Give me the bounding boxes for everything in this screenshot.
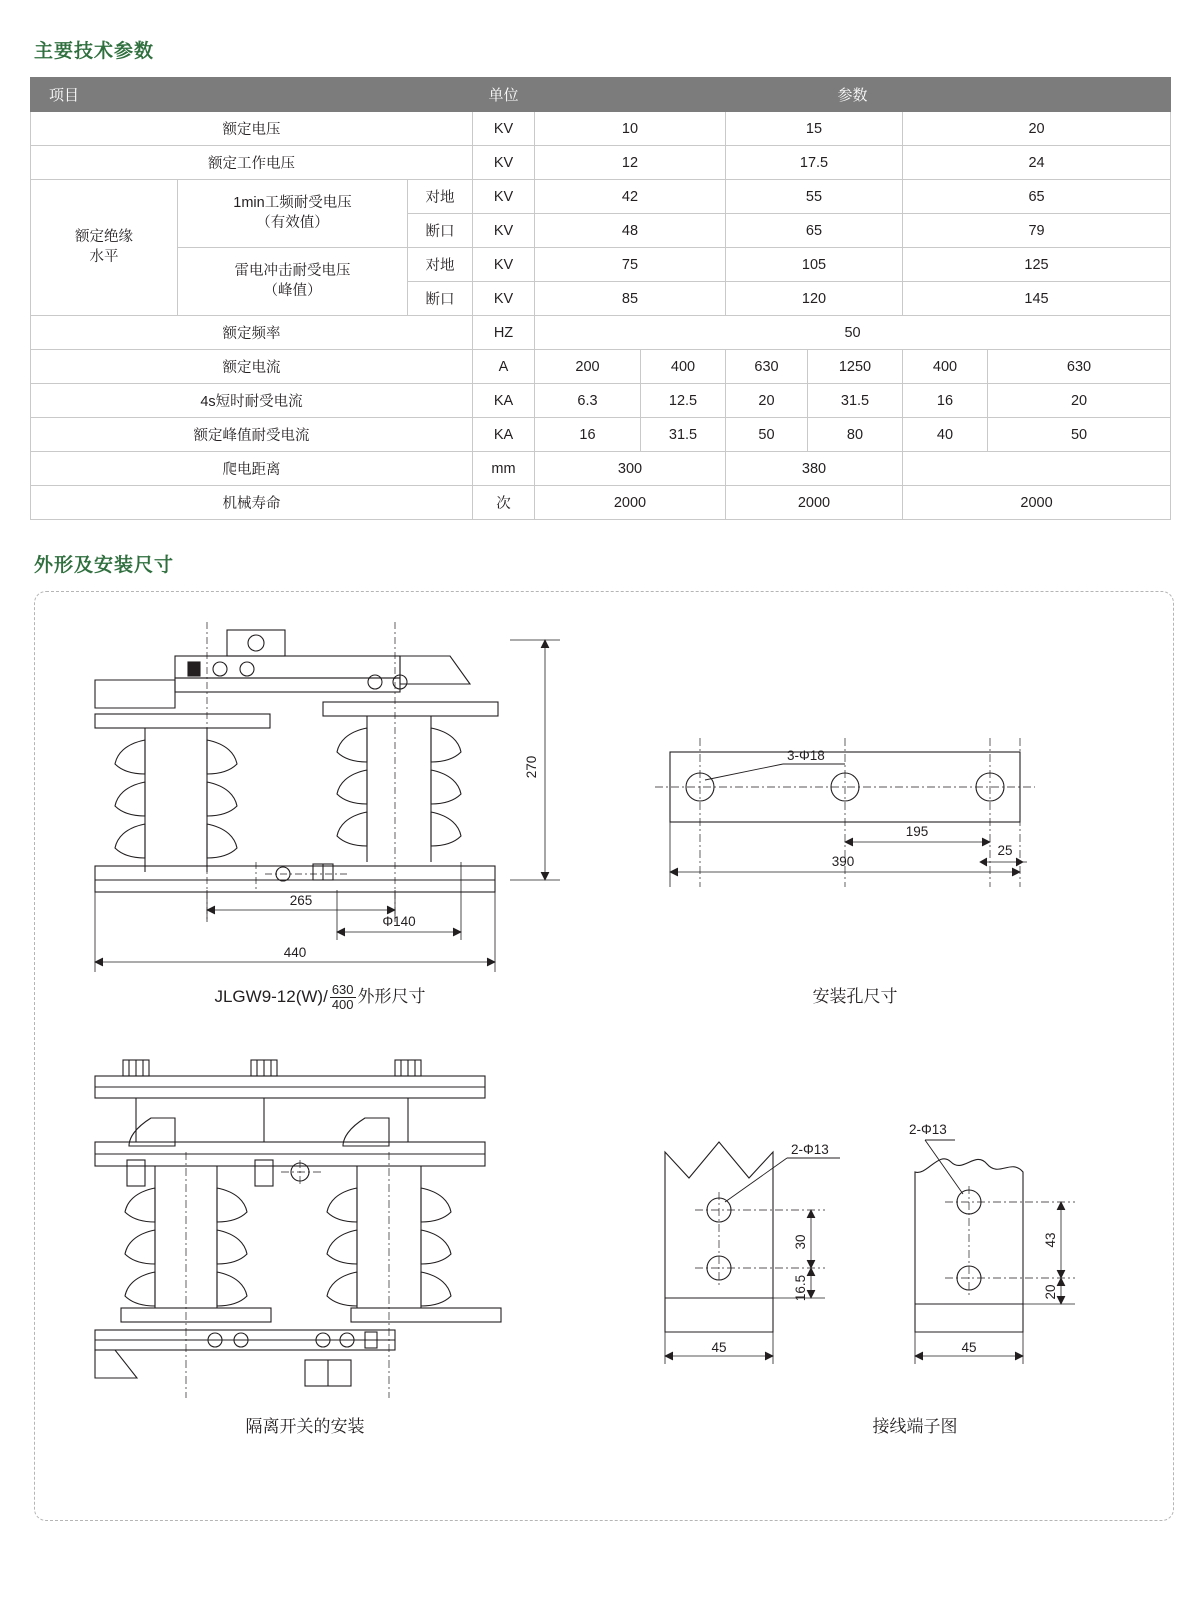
cell-value: 17.5 <box>726 146 903 180</box>
cell-value: 2000 <box>903 486 1171 520</box>
row-label: 额定电压 <box>31 112 473 146</box>
cell-value: 105 <box>726 248 903 282</box>
cell-value: 65 <box>726 214 903 248</box>
row-group-label-insulation <box>31 180 178 316</box>
figure1-caption-fraction <box>330 983 356 1012</box>
table-row <box>31 418 1171 452</box>
dim-390: 390 <box>831 854 855 869</box>
figure1-caption-prefix: JLGW9-12(W)/ <box>214 987 328 1006</box>
figure-installation-drawing <box>65 1042 525 1402</box>
row-sub2-label: 对地 <box>408 248 473 282</box>
dimensions-section-title: 外形及安装尺寸 <box>34 555 175 576</box>
cell-value: 1250 <box>808 350 903 384</box>
table-row <box>31 112 1171 146</box>
cell-value: 85 <box>535 282 726 316</box>
figure-mounting-holes <box>635 712 1055 972</box>
cell-value: 400 <box>903 350 988 384</box>
table-row <box>31 248 1171 282</box>
table-row <box>31 384 1171 418</box>
dim-195: 195 <box>905 824 929 839</box>
page <box>0 36 1200 1605</box>
cell-value: 630 <box>988 350 1171 384</box>
dim-265: 265 <box>289 893 313 908</box>
row-unit: A <box>473 350 535 384</box>
row-sub2-label: 断口 <box>408 282 473 316</box>
row-sub2-label: 断口 <box>408 214 473 248</box>
cell-value: 50 <box>535 316 1171 350</box>
row-unit: KV <box>473 112 535 146</box>
dim-right-2-phi-13: 2-Φ13 <box>909 1122 947 1137</box>
cell-value: 80 <box>808 418 903 452</box>
table-row <box>31 316 1171 350</box>
cell-value: 120 <box>726 282 903 316</box>
drawings-container <box>34 591 1174 1521</box>
row-unit: KV <box>473 146 535 180</box>
table-header-row <box>31 78 1171 112</box>
row-unit: KV <box>473 180 535 214</box>
lightning-line1: 雷电冲击耐受电压 <box>234 262 351 279</box>
row-unit: KV <box>473 248 535 282</box>
cell-value: 31.5 <box>808 384 903 418</box>
row-unit: KV <box>473 282 535 316</box>
spec-table <box>30 77 1171 520</box>
row-label: 机械寿命 <box>31 486 473 520</box>
cell-value: 125 <box>903 248 1171 282</box>
cell-value: 630 <box>726 350 808 384</box>
cell-value: 24 <box>903 146 1171 180</box>
table-row <box>31 146 1171 180</box>
row-sub2-label: 对地 <box>408 180 473 214</box>
cell-value: 20 <box>726 384 808 418</box>
cell-value: 10 <box>535 112 726 146</box>
dim-20: 20 <box>1043 1284 1058 1300</box>
dim-30: 30 <box>793 1234 808 1250</box>
row-unit: KV <box>473 214 535 248</box>
row-label: 额定电流 <box>31 350 473 384</box>
cell-value: 145 <box>903 282 1171 316</box>
figure-terminal-diagram <box>625 1092 1105 1392</box>
cell-value: 79 <box>903 214 1171 248</box>
dim-left-45: 45 <box>711 1340 727 1355</box>
power-freq-line1: 1min工频耐受电压 <box>233 194 352 211</box>
cell-value: 300 <box>535 452 726 486</box>
lightning-line2: （峰值） <box>263 282 322 299</box>
dim-440: 440 <box>283 945 307 960</box>
dim-25: 25 <box>997 843 1013 858</box>
cell-value: 15 <box>726 112 903 146</box>
row-unit: mm <box>473 452 535 486</box>
dim-43: 43 <box>1043 1232 1058 1248</box>
row-sub-label-power-freq <box>178 180 408 248</box>
row-label: 额定工作电压 <box>31 146 473 180</box>
dim-16-5: 16.5 <box>793 1274 808 1302</box>
row-unit: 次 <box>473 486 535 520</box>
figure-outline-drawing <box>55 622 575 1022</box>
cell-value: 55 <box>726 180 903 214</box>
row-label: 额定频率 <box>31 316 473 350</box>
row-unit: HZ <box>473 316 535 350</box>
table-row <box>31 452 1171 486</box>
cell-value: 2000 <box>726 486 903 520</box>
row-unit: KA <box>473 384 535 418</box>
figure4-caption: 接线端子图 <box>872 1417 958 1436</box>
cell-value-empty <box>903 452 1171 486</box>
cell-value: 400 <box>641 350 726 384</box>
insulation-line1: 额定绝缘 <box>75 228 133 245</box>
table-row <box>31 486 1171 520</box>
row-unit: KA <box>473 418 535 452</box>
cell-value: 75 <box>535 248 726 282</box>
cell-value: 50 <box>988 418 1171 452</box>
fraction-numerator: 630 <box>331 981 354 997</box>
cell-value: 48 <box>535 214 726 248</box>
cell-value: 12.5 <box>641 384 726 418</box>
cell-value: 380 <box>726 452 903 486</box>
cell-value: 2000 <box>535 486 726 520</box>
cell-value: 65 <box>903 180 1171 214</box>
insulation-line2: 水平 <box>89 248 119 265</box>
cell-value: 40 <box>903 418 988 452</box>
cell-value: 20 <box>988 384 1171 418</box>
table-row <box>31 350 1171 384</box>
cell-value: 20 <box>903 112 1171 146</box>
dim-height-270: 270 <box>524 755 539 779</box>
cell-value: 50 <box>726 418 808 452</box>
cell-value: 31.5 <box>641 418 726 452</box>
cell-value: 12 <box>535 146 726 180</box>
header-param: 参数 <box>535 78 1171 112</box>
power-freq-line2: （有效值） <box>256 214 329 231</box>
cell-value: 16 <box>903 384 988 418</box>
cell-value: 200 <box>535 350 641 384</box>
figure2-caption: 安装孔尺寸 <box>812 987 898 1006</box>
dim-left-2-phi-13: 2-Φ13 <box>791 1142 829 1157</box>
header-unit: 单位 <box>473 78 535 112</box>
cell-value: 16 <box>535 418 641 452</box>
header-item: 项目 <box>31 78 473 112</box>
dim-phi140: Φ140 <box>382 914 416 929</box>
dim-right-45: 45 <box>961 1340 977 1355</box>
figure1-caption-suffix: 外形尺寸 <box>357 987 426 1006</box>
row-label: 额定峰值耐受电流 <box>31 418 473 452</box>
fraction-denominator: 400 <box>331 997 354 1013</box>
cell-value: 42 <box>535 180 726 214</box>
figure1-caption <box>155 982 485 1012</box>
row-label: 爬电距离 <box>31 452 473 486</box>
row-label: 4s短时耐受电流 <box>31 384 473 418</box>
row-sub-label-lightning <box>178 248 408 316</box>
table-row <box>31 180 1171 214</box>
specs-section-title: 主要技术参数 <box>34 41 155 62</box>
figure3-caption: 隔离开关的安装 <box>245 1417 365 1436</box>
dim-3-phi-18: 3-Φ18 <box>787 748 825 763</box>
cell-value: 6.3 <box>535 384 641 418</box>
